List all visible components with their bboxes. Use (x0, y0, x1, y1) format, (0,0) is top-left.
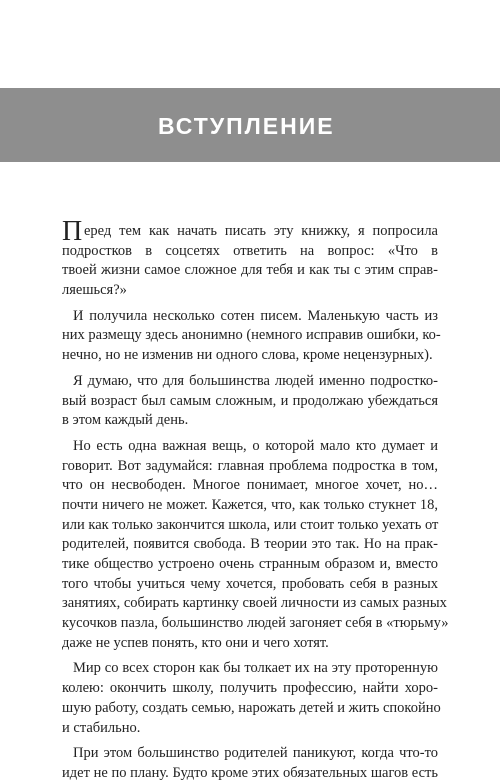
text-line: что он несвободен. Многое понимает, многое хочет, но… (62, 477, 438, 494)
text-line: При этом большинство родителей паникуют, когда что-то (73, 745, 438, 762)
text-line: или как только закончится школа, или стоит только уехать от (62, 516, 439, 533)
text-line: Но есть одна важная вещь, о которой мало кто думает и (73, 437, 438, 454)
text-line: еред тем как начать писать эту книжку, я попросила (84, 223, 438, 239)
paragraph (62, 372, 438, 431)
paragraph (62, 216, 438, 301)
drop-cap: П (62, 216, 83, 247)
text-line: и стабильно. (62, 719, 141, 736)
text-line: твоей жизни самое сложное для тебя и как ты с этим справ- (62, 262, 438, 279)
text-line: И получила несколько сотен писем. Маленькую часть из (73, 307, 438, 324)
text-line: ляешься?» (62, 282, 127, 299)
text-line: занятиях, собирать картинку своей личности из самых разных (62, 595, 447, 612)
text-line: того чтобы учиться чему хочется, пробовать себя в разных (62, 575, 438, 592)
text-line: вый возраст был самым сложным, и продолжаю убеждаться (62, 392, 438, 409)
text-line: нечно, но не изменив ни одного слова, кроме нецензурных). (62, 347, 433, 364)
text-line: кусочков пазла, большинство людей загоняет себя в «тюрьму» (62, 615, 449, 632)
text-line: Мир со всех сторон как бы толкает их на эту проторенную (73, 660, 438, 677)
text-line: почти ничего не может. Кажется, что, как только стукнет 18, (62, 496, 438, 513)
text-line: родителей, появится свобода. В теории это так. Но на прак- (62, 536, 438, 553)
text-line: шую работу, создать семью, нарожать детей и жить спокойно (62, 699, 441, 716)
text-line: них размещу здесь анонимно (немного исправив ошибки, ко- (62, 327, 441, 344)
chapter-title: ВСТУПЛЕНИЕ (158, 113, 335, 139)
paragraph (62, 307, 441, 366)
text-line: в этом каждый день. (62, 412, 189, 429)
text-line: даже не успев понять, кто они и чего хотят. (62, 634, 329, 651)
text-line: Я думаю, что для большинства людей именно подростко- (73, 372, 438, 389)
text-line: колею: окончить школу, получить профессию, найти хоро- (62, 680, 438, 697)
text-line: подростков в соцсетях ответить на вопрос: «Что в (62, 242, 438, 259)
text-line: тике общество устроено очень странным образом и, вместо (62, 556, 438, 572)
text-line: идет не по плану. Будто кроме этих обязательных шагов есть (62, 764, 438, 781)
paragraph (62, 659, 441, 738)
body-text (62, 216, 449, 784)
text-line: говорит. Вот задумайся: главная проблема подростка в том, (62, 457, 438, 474)
paragraph (62, 744, 438, 783)
paragraph (62, 437, 449, 654)
